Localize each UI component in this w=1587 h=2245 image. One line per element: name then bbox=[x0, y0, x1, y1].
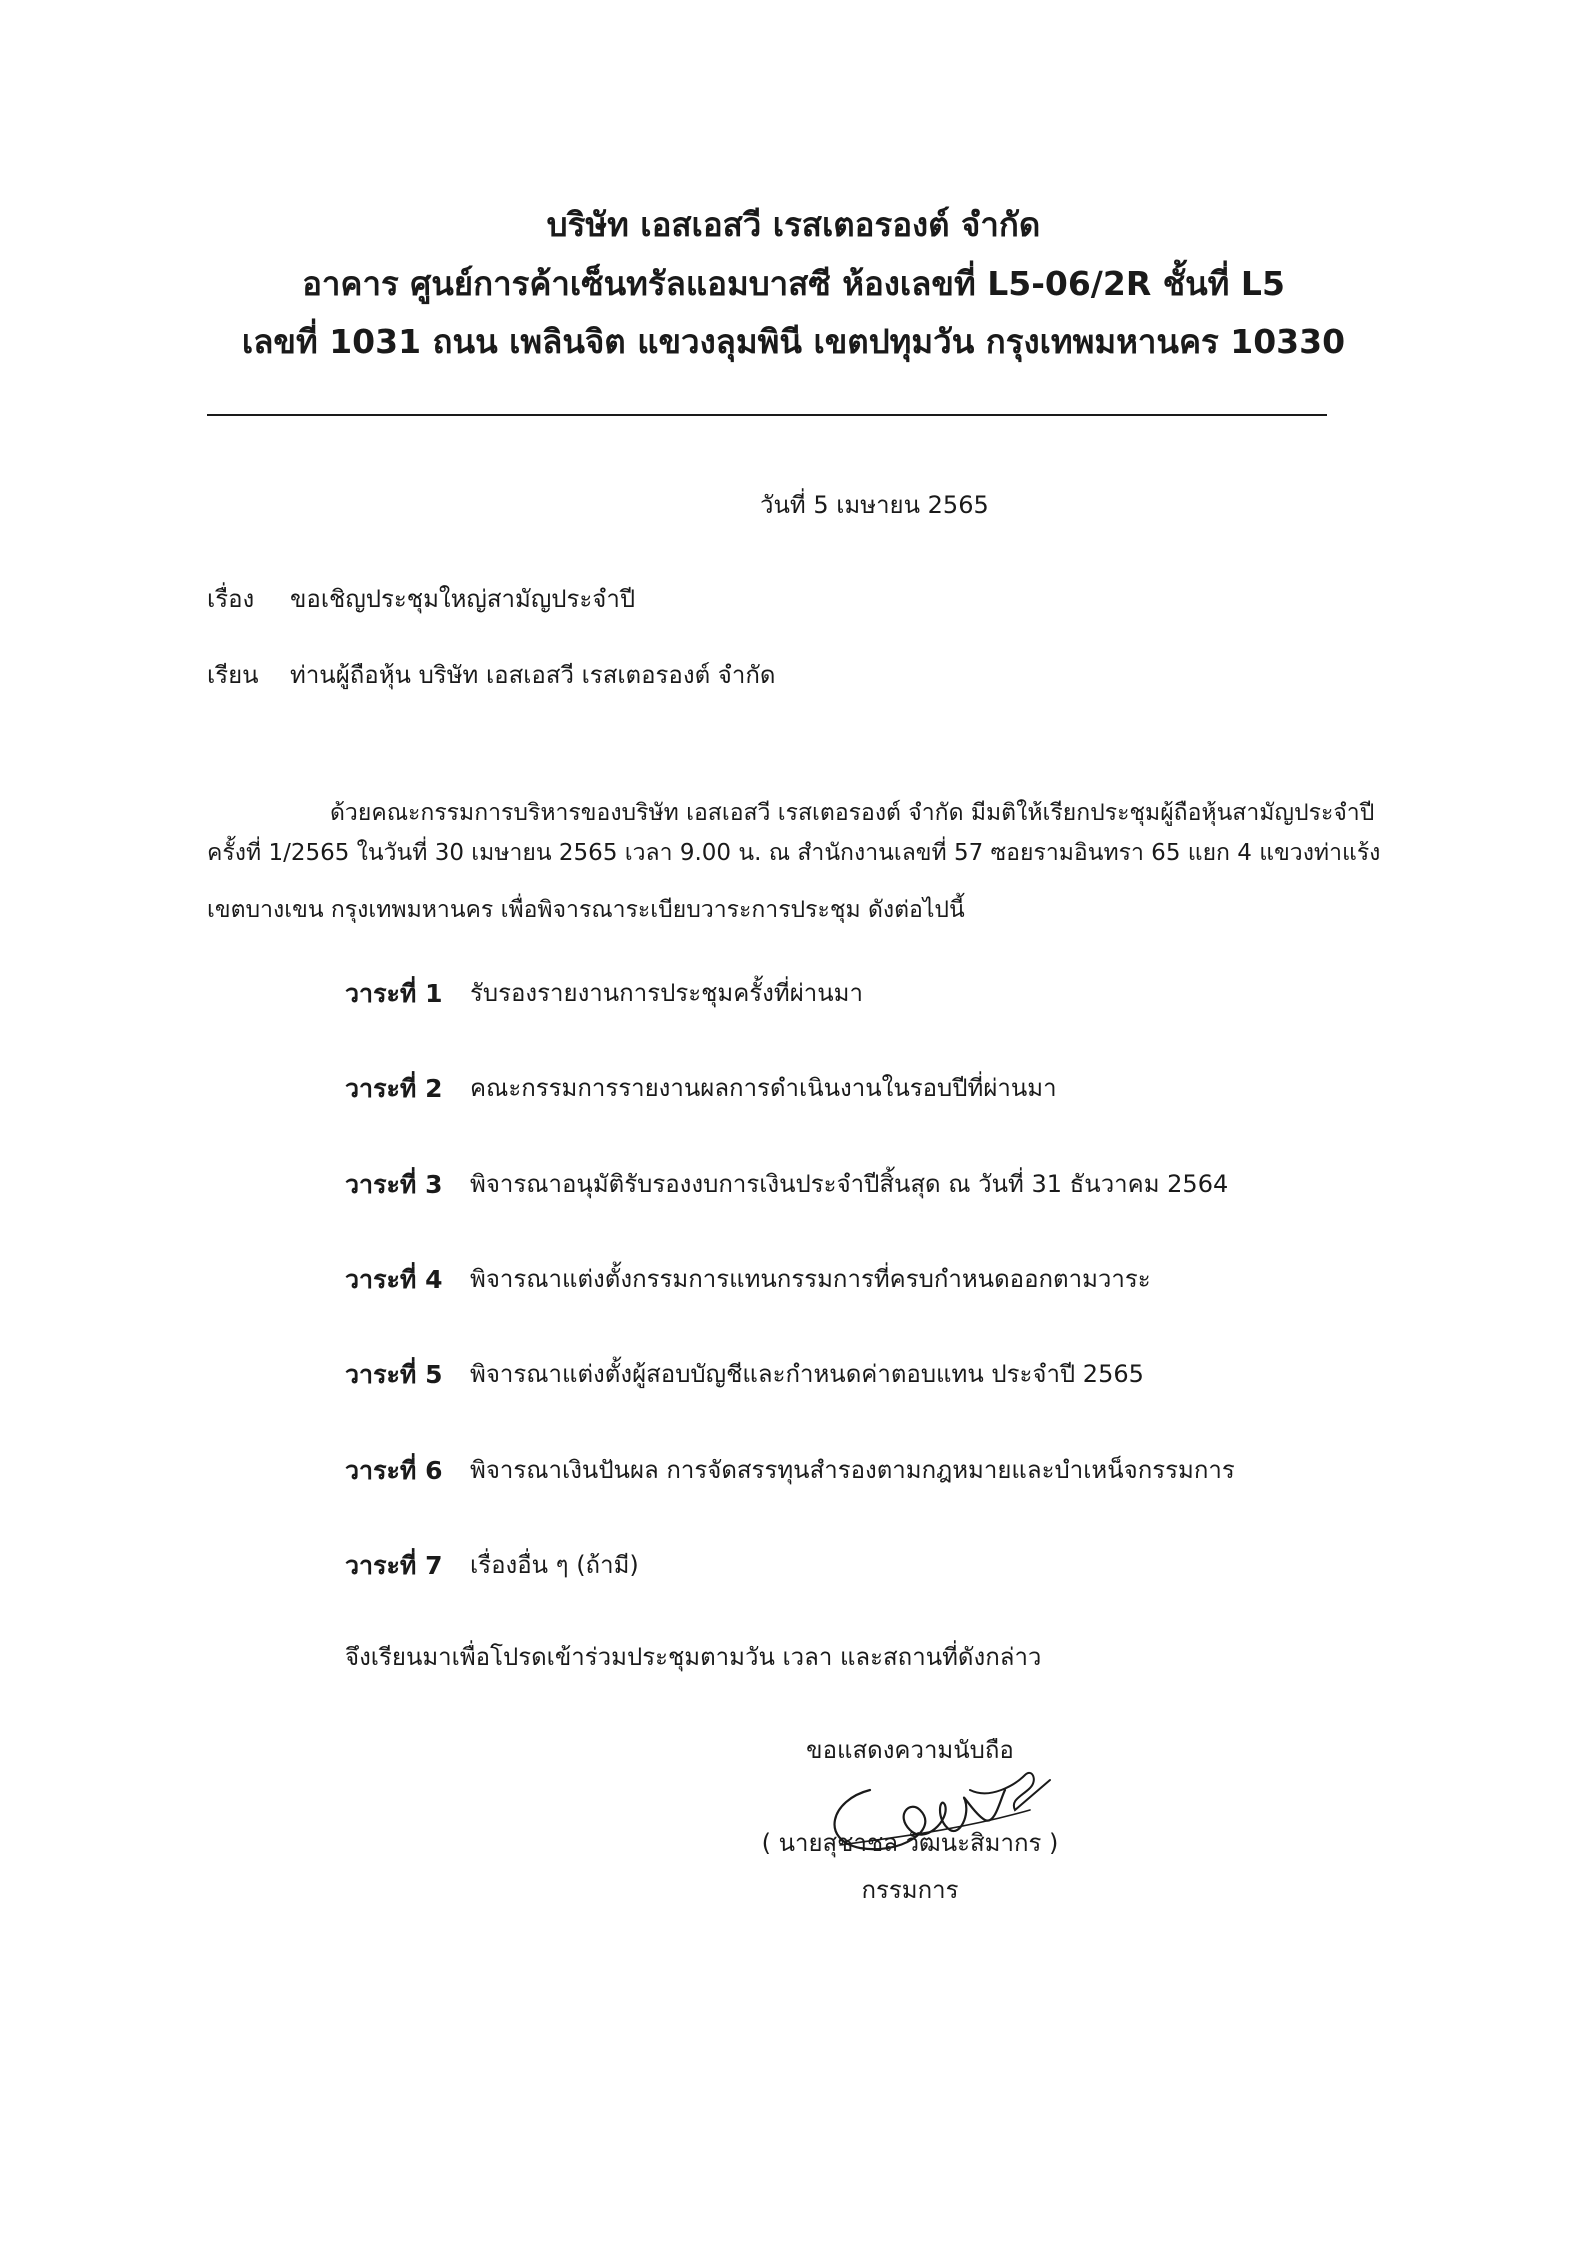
agenda-text-7: เรื่องอื่น ๆ (ถ้ามี) bbox=[470, 1551, 639, 1579]
agenda-text-5: พิจารณาแต่งตั้งผู้สอบบัญชีและกำหนดค่าตอบแทน ประจำปี 2565 bbox=[470, 1360, 1144, 1388]
agenda-text-1: รับรองรายงานการประชุมครั้งที่ผ่านมา bbox=[470, 979, 863, 1007]
agenda-label-5: วาระที่ 5 bbox=[345, 1360, 443, 1389]
header-divider bbox=[207, 414, 1327, 416]
subject-label: เรื่อง bbox=[207, 585, 255, 613]
agenda-label-6: วาระที่ 6 bbox=[345, 1456, 443, 1485]
agenda-label-7: วาระที่ 7 bbox=[345, 1551, 443, 1580]
agenda-text-4: พิจารณาแต่งตั้งกรรมการแทนกรรมการที่ครบกำหนดออกตามวาระ bbox=[470, 1265, 1151, 1293]
agenda-label-3: วาระที่ 3 bbox=[345, 1170, 443, 1199]
agenda-text-6: พิจารณาเงินปันผล การจัดสรรทุนสำรองตามกฎหมายและบำเหน็จกรรมการ bbox=[470, 1456, 1235, 1484]
body-line-1: ด้วยคณะกรรมการบริหารของบริษัท เอสเอสวี เรสเตอรองต์ จำกัด มีมติให้เรียกประชุมผู้ถือหุ้นสามัญประจำปี bbox=[330, 800, 1375, 826]
address-line-2: เลขที่ 1031 ถนน เพลินจิต แขวงลุมพินี เขตปทุมวัน กรุงเทพมหานคร 10330 bbox=[241, 322, 1346, 361]
agenda-label-1: วาระที่ 1 bbox=[345, 979, 443, 1008]
agenda-text-2: คณะกรรมการรายงานผลการดำเนินงานในรอบปีที่ผ่านมา bbox=[470, 1074, 1057, 1102]
subject-value: ขอเชิญประชุมใหญ่สามัญประจำปี bbox=[290, 585, 636, 613]
company-name: บริษัท เอสเอสวี เรสเตอรองต์ จำกัด bbox=[546, 205, 1041, 244]
signatory-position: กรรมการ bbox=[861, 1876, 959, 1904]
closing-sentence: จึงเรียนมาเพื่อโปรดเข้าร่วมประชุมตามวัน เวลา และสถานที่ดังกล่าว bbox=[345, 1643, 1042, 1671]
regards: ขอแสดงความนับถือ bbox=[806, 1736, 1014, 1764]
agenda-label-4: วาระที่ 4 bbox=[345, 1265, 443, 1294]
body-line-2: ครั้งที่ 1/2565 ในวันที่ 30 เมษายน 2565 เวลา 9.00 น. ณ สำนักงานเลขที่ 57 ซอยรามอินทรา 65 แยก 4 แขวงท่าแร้ง bbox=[207, 840, 1381, 866]
agenda-text-3: พิจารณาอนุมัติรับรองงบการเงินประจำปีสิ้นสุด ณ วันที่ 31 ธันวาคม 2564 bbox=[470, 1170, 1229, 1198]
body-line-3: เขตบางเขน กรุงเทพมหานคร เพื่อพิจารณาระเบียบวาระการประชุม ดังต่อไปนี้ bbox=[207, 897, 965, 923]
address-line-1: อาคาร ศูนย์การค้าเซ็นทรัลแอมบาสซี ห้องเลขที่ L5-06/2R ชั้นที่ L5 bbox=[302, 264, 1285, 303]
recipient-value: ท่านผู้ถือหุ้น บริษัท เอสเอสวี เรสเตอรองต์ จำกัด bbox=[290, 661, 776, 689]
signatory-name: ( นายสุชาชล วัฒนะสิมากร ) bbox=[761, 1829, 1059, 1857]
agenda-label-2: วาระที่ 2 bbox=[345, 1074, 443, 1103]
letter-date: วันที่ 5 เมษายน 2565 bbox=[760, 491, 989, 519]
recipient-label: เรียน bbox=[207, 661, 259, 689]
